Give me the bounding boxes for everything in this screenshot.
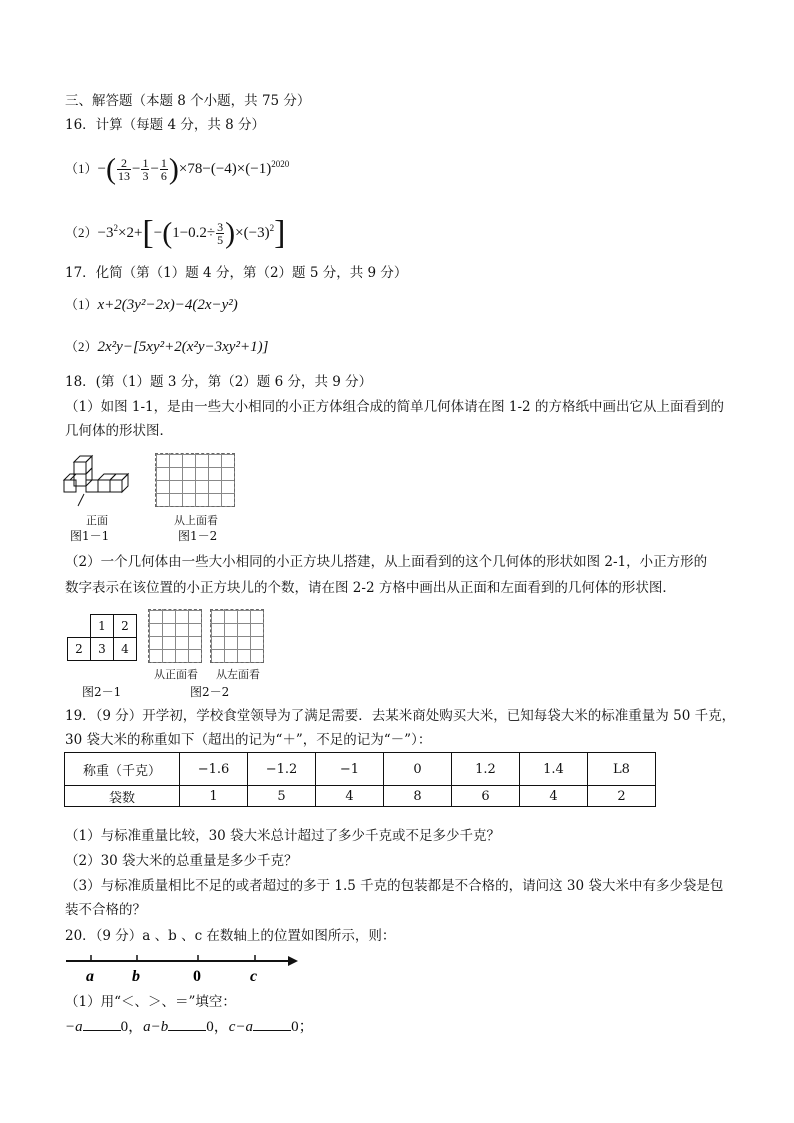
axis-label-zero: 0 bbox=[193, 968, 201, 985]
q19-sub3-line2: 装不合格的？ bbox=[65, 902, 146, 918]
front-arrow-label: 正面 bbox=[86, 514, 108, 527]
q18-p2-line2: 数字表示在该位置的小正方块儿的个数，请在图 2-2 方格中画出从正面和左面看到的几何体的形状图． bbox=[65, 580, 676, 596]
paren-left: ( bbox=[105, 152, 116, 186]
number-line bbox=[60, 952, 300, 986]
figure-2-2-caption: 图2－2 bbox=[190, 685, 230, 699]
table-cell: 1.2 bbox=[452, 753, 520, 786]
table-cell: 袋数 bbox=[65, 786, 180, 807]
figure-2-1-caption: 图2－1 bbox=[82, 685, 122, 699]
q16-p1-label: （1） bbox=[65, 161, 98, 176]
bracket-right: ] bbox=[274, 214, 286, 252]
left-view-label: 从左面看 bbox=[216, 668, 260, 681]
fraction: $\frac{2}{13}$ bbox=[117, 156, 130, 184]
fraction: $\frac{1}{6}$ bbox=[160, 156, 167, 184]
q20-sub1: （1）用“＜、＞、＝”填空： bbox=[65, 994, 236, 1010]
q16-p2-label: （2） bbox=[65, 225, 98, 240]
q18-p1-line2: 几何体的形状图． bbox=[65, 423, 173, 439]
table-cell: 4 bbox=[316, 786, 384, 807]
table-cell: −1.2 bbox=[248, 753, 316, 786]
q17-part2: （2）2x²y−[5xy²+2(x²y−3xy²+1)] bbox=[65, 339, 269, 355]
minus-sign: − bbox=[97, 161, 106, 177]
fig21-cell: 2 bbox=[113, 614, 137, 638]
fig21-cell: 3 bbox=[90, 637, 114, 661]
table-row bbox=[65, 786, 656, 807]
expression-rest: ×78−(−4)×(−1) bbox=[178, 161, 272, 177]
q16-part2: $(2)-3^2\times 2+[-(1-0.2\div$ $\frac{3}{5}$ )$\times(-3)^2$] bbox=[65, 214, 286, 252]
front-view-label: 从正面看 bbox=[154, 668, 198, 681]
q19-sub2: （2）30 袋大米的总重量是多少千克？ bbox=[65, 853, 298, 869]
figure-1-2-label: 从上面看 bbox=[174, 514, 218, 527]
table-cell: 称重（千克） bbox=[65, 753, 180, 786]
table-cell: 5 bbox=[248, 786, 316, 807]
fig21-cell: 2 bbox=[67, 637, 91, 661]
weight-table bbox=[64, 752, 656, 807]
exponent: 2020 bbox=[271, 159, 290, 169]
q18-p1-line1: （1）如图 1-1，是由一些大小相同的小正方体组合成的简单几何体请在图 1-2 的方格纸中画出它从上面看到的 bbox=[65, 399, 724, 415]
q16-heading: 16．计算（每题 4 分，共 8 分） bbox=[65, 117, 266, 133]
fraction: $\frac{3}{5}$ bbox=[217, 220, 224, 248]
q20-line1: 20．（9 分）a 、b 、c 在数轴上的位置如图所示，则： bbox=[65, 928, 396, 944]
table-row bbox=[65, 753, 656, 786]
figure-2-2-left-grid[interactable] bbox=[210, 609, 264, 663]
q20-fill-line: −a 0，a−b 0，c−a 0； bbox=[65, 1019, 314, 1035]
q19-sub3-line1: （3）与标准质量相比不足的或者超过的多于 1.5 千克的包装都是不合格的，请问这 30 袋大米中有多少袋是包 bbox=[65, 878, 724, 894]
figure-1-1-caption: 图1－1 bbox=[70, 529, 110, 543]
figure-1-2-grid[interactable] bbox=[155, 453, 235, 507]
table-cell: 8 bbox=[384, 786, 452, 807]
bracket-left: [ bbox=[142, 214, 154, 252]
fig21-cell: 4 bbox=[113, 637, 137, 661]
paren-right: ) bbox=[168, 152, 179, 186]
axis-label-a: a bbox=[86, 968, 94, 985]
answer-blank[interactable] bbox=[83, 1018, 121, 1031]
table-cell: 1.4 bbox=[520, 753, 588, 786]
axis-label-b: b bbox=[132, 968, 140, 985]
table-cell: −1.6 bbox=[180, 753, 248, 786]
q18-heading: 18．(第（1）题 3 分，第（2）题 6 分，共 9 分） bbox=[65, 374, 373, 390]
figure-2-2-front-grid[interactable] bbox=[148, 609, 202, 663]
figure-1-1-cubes bbox=[62, 450, 132, 510]
table-cell: 1 bbox=[180, 786, 248, 807]
q19-sub1: （1）与标准重量比较，30 袋大米总计超过了多少千克或不足多少千克？ bbox=[65, 828, 501, 844]
q18-p2-line1: （2）一个几何体由一些大小相同的小正方块儿搭建，从上面看到的这个几何体的形状如图 2-1，小正方形的 bbox=[65, 554, 708, 570]
table-cell: 4 bbox=[520, 786, 588, 807]
fig21-cell: 1 bbox=[90, 614, 114, 638]
table-cell: 2 bbox=[588, 786, 656, 807]
axis-label-c: c bbox=[250, 968, 258, 985]
q19-line2: 30 袋大米的称重如下（超出的记为“＋”，不足的记为“－”）： bbox=[65, 732, 432, 748]
q16-part1: （1）−( $\frac{2}{13}$ − $\frac{1}{3}$ − $\frac{1}{6}$ )$\times 78-(-4)\times(-1)^{2020}$ bbox=[65, 152, 290, 186]
table-cell: L8 bbox=[588, 753, 656, 786]
q17-heading: 17．化简（第（1）题 4 分，第（2）题 5 分，共 9 分） bbox=[65, 265, 408, 281]
q17-part1: （1）x+2(3y²−2x)−4(2x−y²) bbox=[65, 297, 238, 313]
q19-line1: 19．（9 分）开学初，学校食堂领导为了满足需要．去某米商处购买大米，已知每袋大米的标准重量为 50 千克， bbox=[65, 708, 736, 724]
table-cell: 0 bbox=[384, 753, 452, 786]
figure-1-2-caption: 图1－2 bbox=[178, 529, 218, 543]
answer-blank[interactable] bbox=[168, 1018, 206, 1031]
answer-blank[interactable] bbox=[253, 1018, 291, 1031]
section-title: 三、解答题（本题 8 个小题，共 75 分） bbox=[65, 93, 311, 109]
table-cell: 6 bbox=[452, 786, 520, 807]
table-cell: −1 bbox=[316, 753, 384, 786]
fraction: $\frac{1}{3}$ bbox=[142, 156, 149, 184]
